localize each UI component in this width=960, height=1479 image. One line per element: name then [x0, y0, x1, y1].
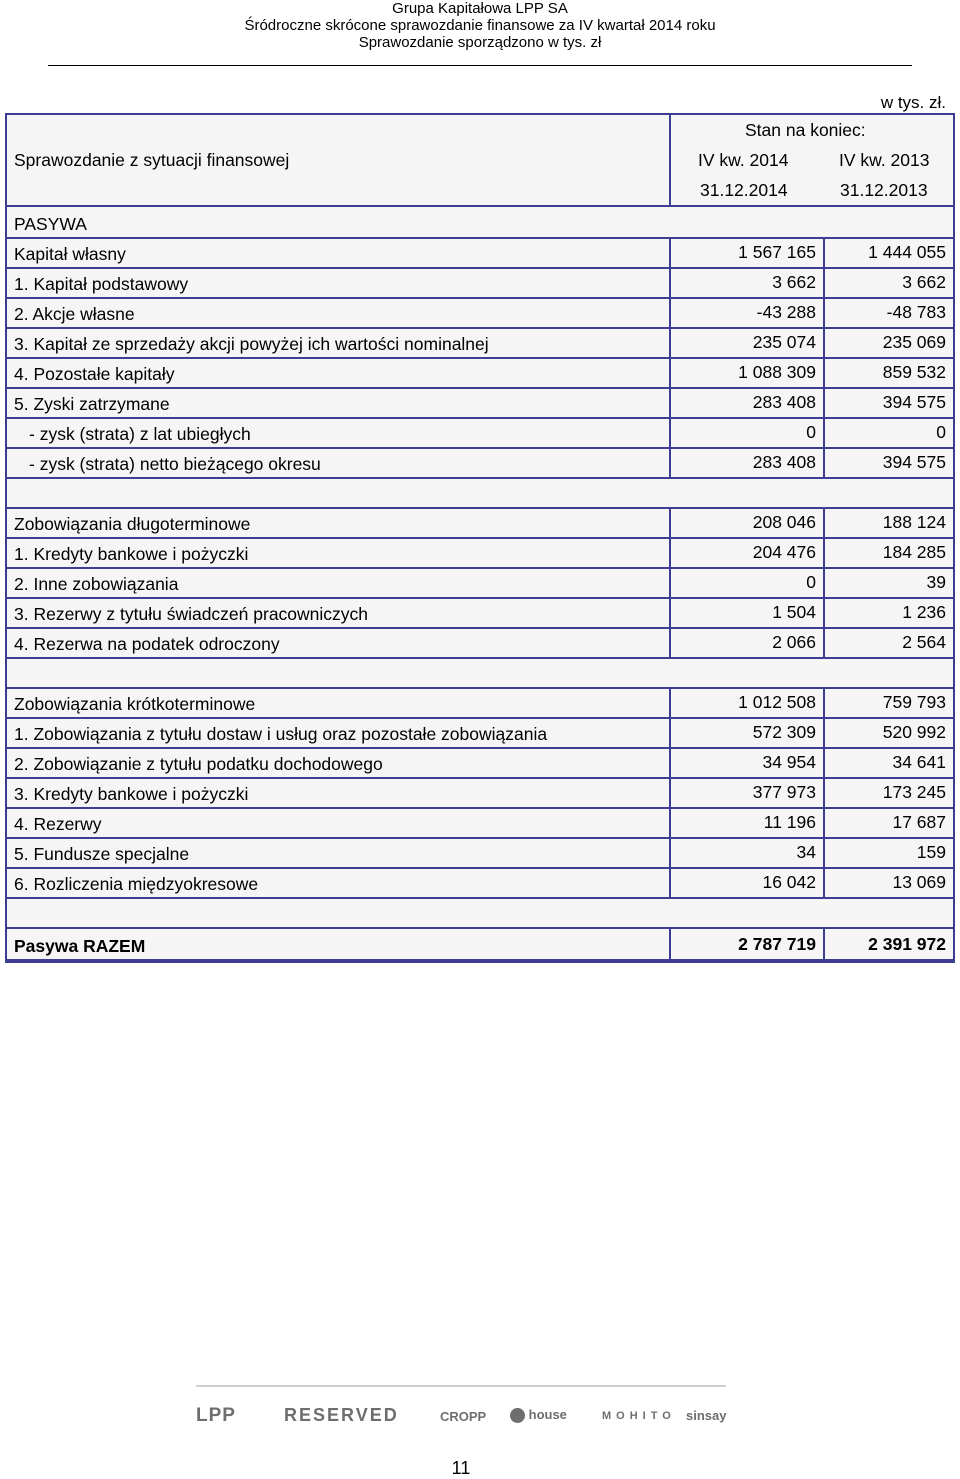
- row-label: 4. Rezerwa na podatek odroczony: [7, 629, 669, 657]
- value-2013: -48 783: [825, 299, 953, 327]
- value-2014: 16 042: [671, 869, 823, 897]
- row-label: 4. Rezerwy: [7, 809, 669, 837]
- col1-date: 31.12.2014: [700, 180, 788, 200]
- col2-date: 31.12.2013: [840, 180, 928, 200]
- value-2014: 1 012 508: [671, 689, 823, 717]
- footer-rule: [196, 1385, 726, 1387]
- section-total-label: Zobowiązania długoterminowe: [7, 509, 669, 537]
- value-2014: 204 476: [671, 539, 823, 567]
- col1-quarter: IV kw. 2014: [698, 150, 789, 170]
- value-2013: 2 391 972: [825, 929, 953, 959]
- value-2013: 3 662: [825, 269, 953, 297]
- row-label: - zysk (strata) netto bieżącego okresu: [7, 449, 669, 477]
- section-total-label: Kapitał własny: [7, 239, 669, 267]
- logo-mohito: MOHITO: [602, 1410, 676, 1422]
- period-header-cell: [671, 115, 953, 205]
- row-label: 1. Kapitał podstawowy: [7, 269, 669, 297]
- company-name: Grupa Kapitałowa LPP SA: [392, 0, 568, 17]
- value-2013: 188 124: [825, 509, 953, 537]
- col2-quarter: IV kw. 2013: [839, 150, 930, 170]
- balance-sheet-table: [5, 113, 955, 963]
- value-2013: 184 285: [825, 539, 953, 567]
- spacer-row: [7, 899, 953, 927]
- value-2014: 0: [671, 569, 823, 597]
- report-title: Śródroczne skrócone sprawozdanie finansowe za IV kwartał 2014 roku: [244, 17, 716, 34]
- row-label: 2. Inne zobowiązania: [7, 569, 669, 597]
- value-2014: 3 662: [671, 269, 823, 297]
- spacer-row: [7, 479, 953, 507]
- value-2013: 859 532: [825, 359, 953, 387]
- value-2013: 235 069: [825, 329, 953, 357]
- house-icon: [510, 1408, 525, 1423]
- value-2014: 572 309: [671, 719, 823, 747]
- logo-sinsay: sinsay: [686, 1408, 727, 1423]
- brand-logos: [196, 1405, 736, 1429]
- row-label: 2. Akcje własne: [7, 299, 669, 327]
- section-pasywa: [7, 207, 953, 237]
- value-2014: 1 504: [671, 599, 823, 627]
- value-2014: 283 408: [671, 449, 823, 477]
- value-2013: 520 992: [825, 719, 953, 747]
- value-2014: 11 196: [671, 809, 823, 837]
- section-total-label: Zobowiązania krótkoterminowe: [7, 689, 669, 717]
- row-label: 5. Fundusze specjalne: [7, 839, 669, 867]
- row-label: 3. Kredyty bankowe i pożyczki: [7, 779, 669, 807]
- row-label: 6. Rozliczenia międzyokresowe: [7, 869, 669, 897]
- section-label: PASYWA: [14, 214, 87, 234]
- value-2013: 394 575: [825, 449, 953, 477]
- logo-cropp: CROPP: [440, 1409, 487, 1424]
- header-rule: [48, 65, 912, 66]
- value-2014: 235 074: [671, 329, 823, 357]
- unit-label: w tys. zł.: [880, 93, 946, 112]
- value-2013: 1 444 055: [825, 239, 953, 267]
- value-2013: 173 245: [825, 779, 953, 807]
- value-2013: 34 641: [825, 749, 953, 777]
- row-label: 1. Kredyty bankowe i pożyczki: [7, 539, 669, 567]
- value-2014: 208 046: [671, 509, 823, 537]
- value-2013: 17 687: [825, 809, 953, 837]
- total-label: Pasywa RAZEM: [7, 929, 669, 959]
- row-label: 3. Rezerwy z tytułu świadczeń pracowniczych: [7, 599, 669, 627]
- value-2014: 34 954: [671, 749, 823, 777]
- page-number: 11: [451, 1458, 471, 1478]
- logo-house: [510, 1407, 567, 1423]
- value-2014: 377 973: [671, 779, 823, 807]
- table-title: Sprawozdanie z sytuacji finansowej: [14, 150, 290, 170]
- logo-lpp: LPP: [196, 1405, 236, 1426]
- row-label: 2. Zobowiązanie z tytułu podatku dochodowego: [7, 749, 669, 777]
- value-2014: 2 787 719: [671, 929, 823, 959]
- value-2013: 2 564: [825, 629, 953, 657]
- value-2013: 13 069: [825, 869, 953, 897]
- value-2013: 394 575: [825, 389, 953, 417]
- period-header: Stan na koniec:: [745, 120, 866, 140]
- value-2013: 759 793: [825, 689, 953, 717]
- value-2013: 159: [825, 839, 953, 867]
- row-label: 3. Kapitał ze sprzedaży akcji powyżej ich wartości nominalnej: [7, 329, 669, 357]
- value-2014: -43 288: [671, 299, 823, 327]
- value-2013: 39: [825, 569, 953, 597]
- value-2013: 0: [825, 419, 953, 447]
- spacer-row: [7, 659, 953, 687]
- value-2013: 1 236: [825, 599, 953, 627]
- logo-house-text: house: [528, 1407, 567, 1422]
- value-2014: 283 408: [671, 389, 823, 417]
- logo-reserved: RESERVED: [284, 1405, 399, 1425]
- report-note: Sprawozdanie sporządzono w tys. zł: [358, 34, 602, 51]
- row-label: 1. Zobowiązania z tytułu dostaw i usług oraz pozostałe zobowiązania: [7, 719, 669, 747]
- table-title-cell: [7, 115, 669, 205]
- value-2014: 34: [671, 839, 823, 867]
- value-2014: 1 567 165: [671, 239, 823, 267]
- row-label: 5. Zyski zatrzymane: [7, 389, 669, 417]
- value-2014: 0: [671, 419, 823, 447]
- value-2014: 2 066: [671, 629, 823, 657]
- value-2014: 1 088 309: [671, 359, 823, 387]
- row-label: - zysk (strata) z lat ubiegłych: [7, 419, 669, 447]
- row-label: 4. Pozostałe kapitały: [7, 359, 669, 387]
